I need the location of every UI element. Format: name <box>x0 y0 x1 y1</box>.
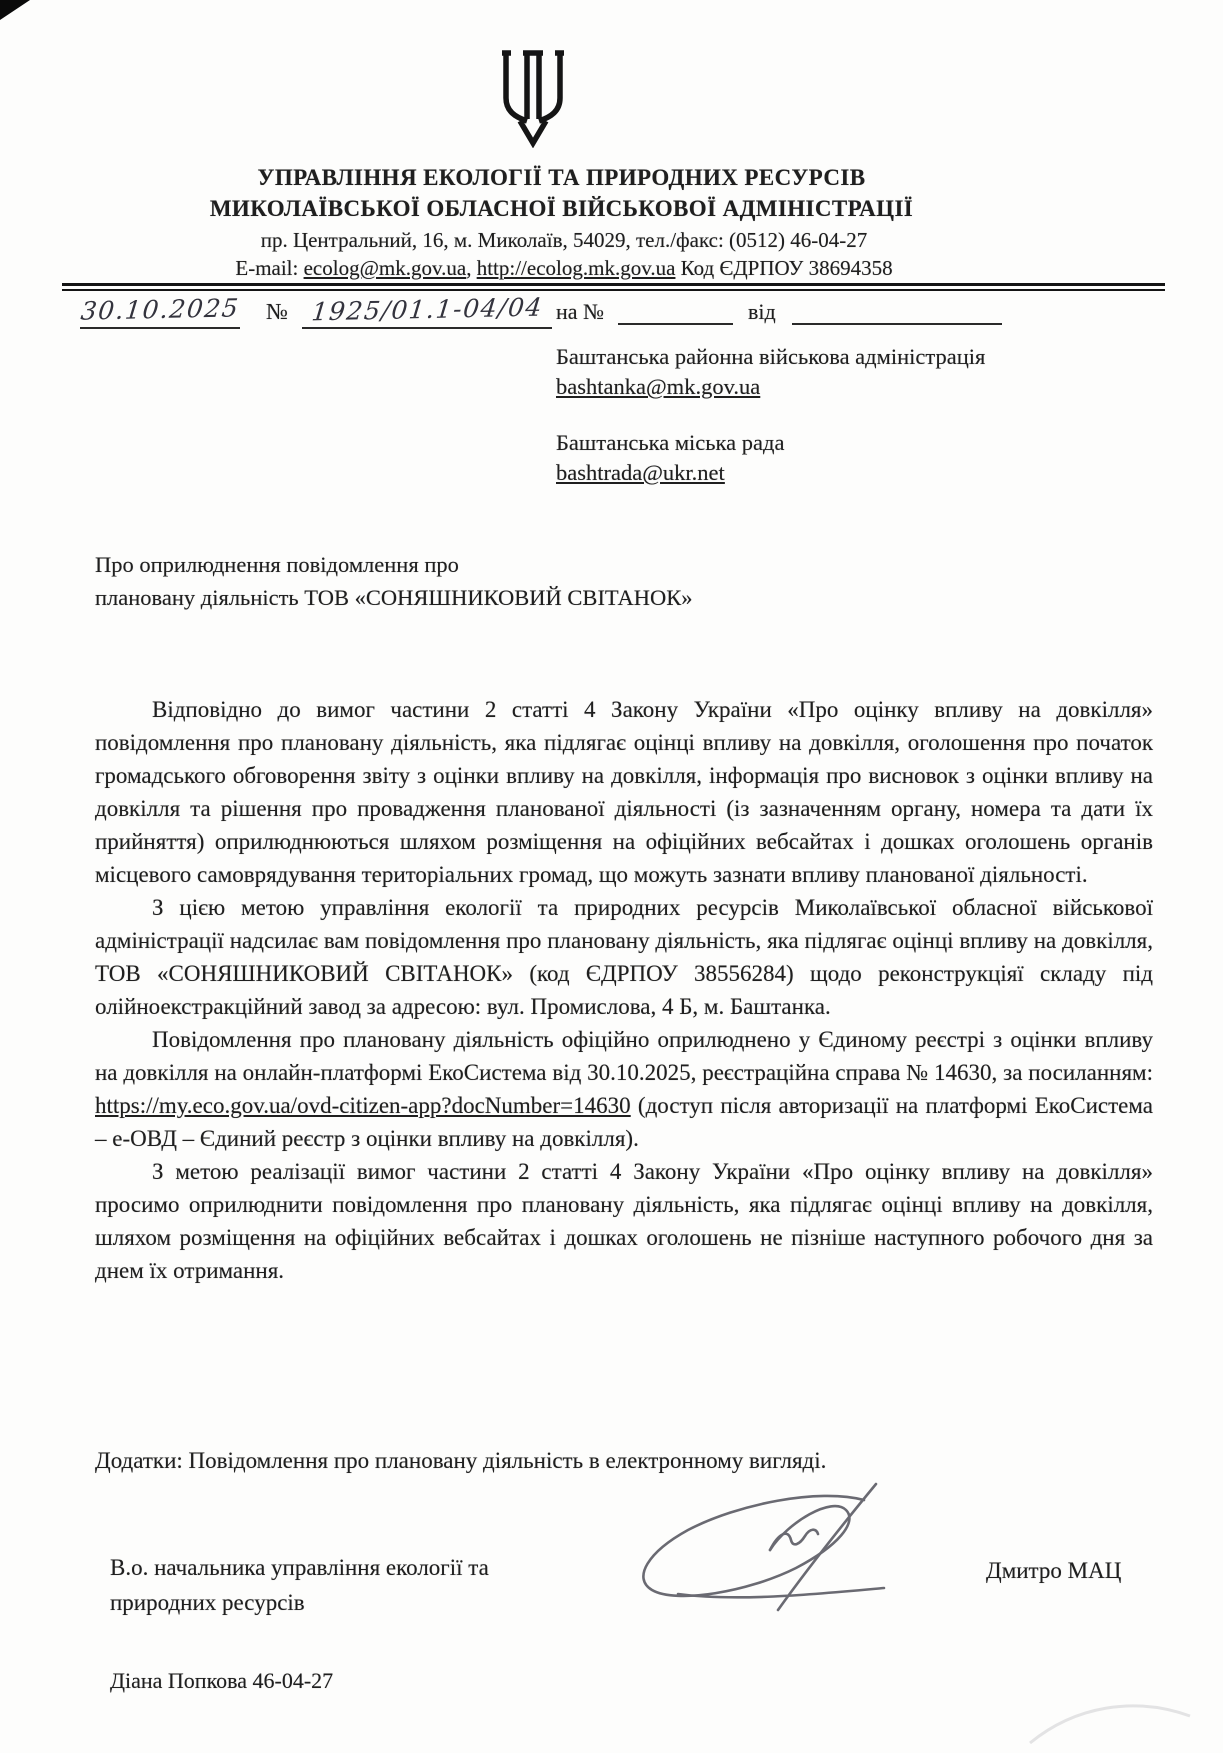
scan-mark-bottom-right <box>1025 1688 1195 1753</box>
signer-position-line1: В.о. начальника управління екології та <box>110 1555 489 1580</box>
executor-line: Діана Попкова 46-04-27 <box>110 1668 334 1693</box>
handwritten-signature <box>618 1478 918 1633</box>
reply-date-label: від <box>748 299 776 324</box>
recipient-email-link[interactable]: bashtrada@ukr.net <box>556 460 725 485</box>
org-edrpou: Код ЄДРПОУ 38694358 <box>680 256 893 280</box>
outgoing-date-handwritten: 30.10.2025 <box>79 293 241 326</box>
outgoing-date-field <box>80 295 240 329</box>
recipient-email-link[interactable]: bashtanka@mk.gov.ua <box>556 374 761 399</box>
email-label: E-mail: <box>235 256 299 280</box>
recipient-2 <box>556 428 985 488</box>
trident-icon <box>497 48 569 148</box>
comma: , <box>466 256 472 280</box>
recipients-block <box>556 342 985 514</box>
signer-name: Дмитро МАЦ <box>986 1558 1122 1583</box>
subject-line1: Про оприлюднення повідомлення про <box>95 552 459 577</box>
recipient-name: Баштанська районна військова адміністрація <box>556 344 986 369</box>
paragraph-3-text-after: (доступ після авторизації на платформі ЕкоСистема – е-ОВД – Єдиний реєстр з оцінки впливу на довкілля). <box>95 1093 1153 1151</box>
recipient-name: Баштанська міська рада <box>556 430 785 455</box>
org-email-link[interactable]: ecolog@mk.gov.ua <box>303 256 467 280</box>
body-paragraph-4: З метою реалізації вимог частини 2 статті 4 Закону України «Про оцінку впливу на довкілля» просимо оприлюднити повідомлення про плановану діяльність, яка підлягає оцінці впливу на довкілля, шляхом розміщення на офіційних вебсайтах і дошках оголошень не пізніше наступного робочого дня за днем їх отримання. <box>95 1159 1153 1283</box>
signature-icon <box>618 1478 918 1628</box>
org-website-link[interactable]: http://ecolog.mk.gov.ua <box>476 256 676 280</box>
coat-of-arms-emblem <box>497 48 569 153</box>
reply-number-blank <box>618 295 733 325</box>
org-address: пр. Центральний, 16, м. Миколаїв, 54029, тел./факс: (0512) 46-04-27 <box>260 228 868 252</box>
body-paragraph-1: Відповідно до вимог частини 2 статті 4 Закону України «Про оцінку впливу на довкілля» повідомлення про плановану діяльність, яка підлягає оцінці впливу на довкілля, оголошення про початок громадського обговорення звіту з оцінки впливу на довкілля, інформація про висновок з оцінки впливу на довкілля та рішення про провадження планованої діяльності (із зазначенням органу, номера та дати їх прийняття) оприлюднюються шляхом розміщення на офіційних вебсайтах і дошках оголошень органів місцевого самоврядування територіальних громад, що можуть зазнати впливу планованої діяльності. <box>95 697 1153 887</box>
subject-line2: плановану діяльність ТОВ «СОНЯШНИКОВИЙ СВІТАНОК» <box>95 585 693 610</box>
org-name <box>0 162 1123 224</box>
registry-link[interactable]: https://my.eco.gov.ua/ovd-citizen-app?docNumber=14630 <box>95 1093 631 1118</box>
subject-block <box>95 548 693 614</box>
scan-corner-artifact <box>0 0 30 20</box>
signer-position-line2: природних ресурсів <box>110 1590 305 1615</box>
recipient-1 <box>556 342 985 402</box>
outgoing-number-handwritten: 1925/01.1-04/04 <box>309 292 545 327</box>
signer-position <box>110 1550 489 1620</box>
org-contacts-line <box>0 256 1128 281</box>
letterhead-divider <box>62 283 1165 291</box>
reply-number-label: на № <box>556 299 605 324</box>
attachments-line: Додатки: Повідомлення про плановану діяльність в електронному вигляді. <box>95 1448 827 1473</box>
body-paragraph-2: З цією метою управління екології та природних ресурсів Миколаївської обласної військової адміністрації надсилає вам повідомлення про плановану діяльність, яка підлягає оцінці впливу на довкілля, ТОВ «СОНЯШНИКОВИЙ СВІТАНОК» (код ЄДРПОУ 38556284) щодо реконструкціяї складу під олійноекстракційний завод за адресою: вул. Промислова, 4 Б, м. Баштанка. <box>95 895 1153 1019</box>
reply-date-blank <box>792 295 1002 325</box>
outgoing-number-field <box>302 292 552 329</box>
paragraph-3-text-before: Повідомлення про плановану діяльність офіційно оприлюднено у Єдиному реєстрі з оцінки впливу на довкілля на онлайн-платформі ЕкоСистема від 30.10.2025, реєстраційна справа № 14630, за посиланням: <box>95 1027 1153 1085</box>
numero-sign: № <box>266 299 288 324</box>
body-text <box>95 693 1153 1287</box>
org-name-line2: МИКОЛАЇВСЬКОЇ ОБЛАСНОЇ ВІЙСЬКОВОЇ АДМІНІСТРАЦІЇ <box>209 196 914 221</box>
body-paragraph-3 <box>95 1023 1153 1155</box>
org-name-line1: УПРАВЛІННЯ ЕКОЛОГІЇ ТА ПРИРОДНИХ РЕСУРСІВ <box>257 165 866 190</box>
reference-row <box>79 292 1165 337</box>
